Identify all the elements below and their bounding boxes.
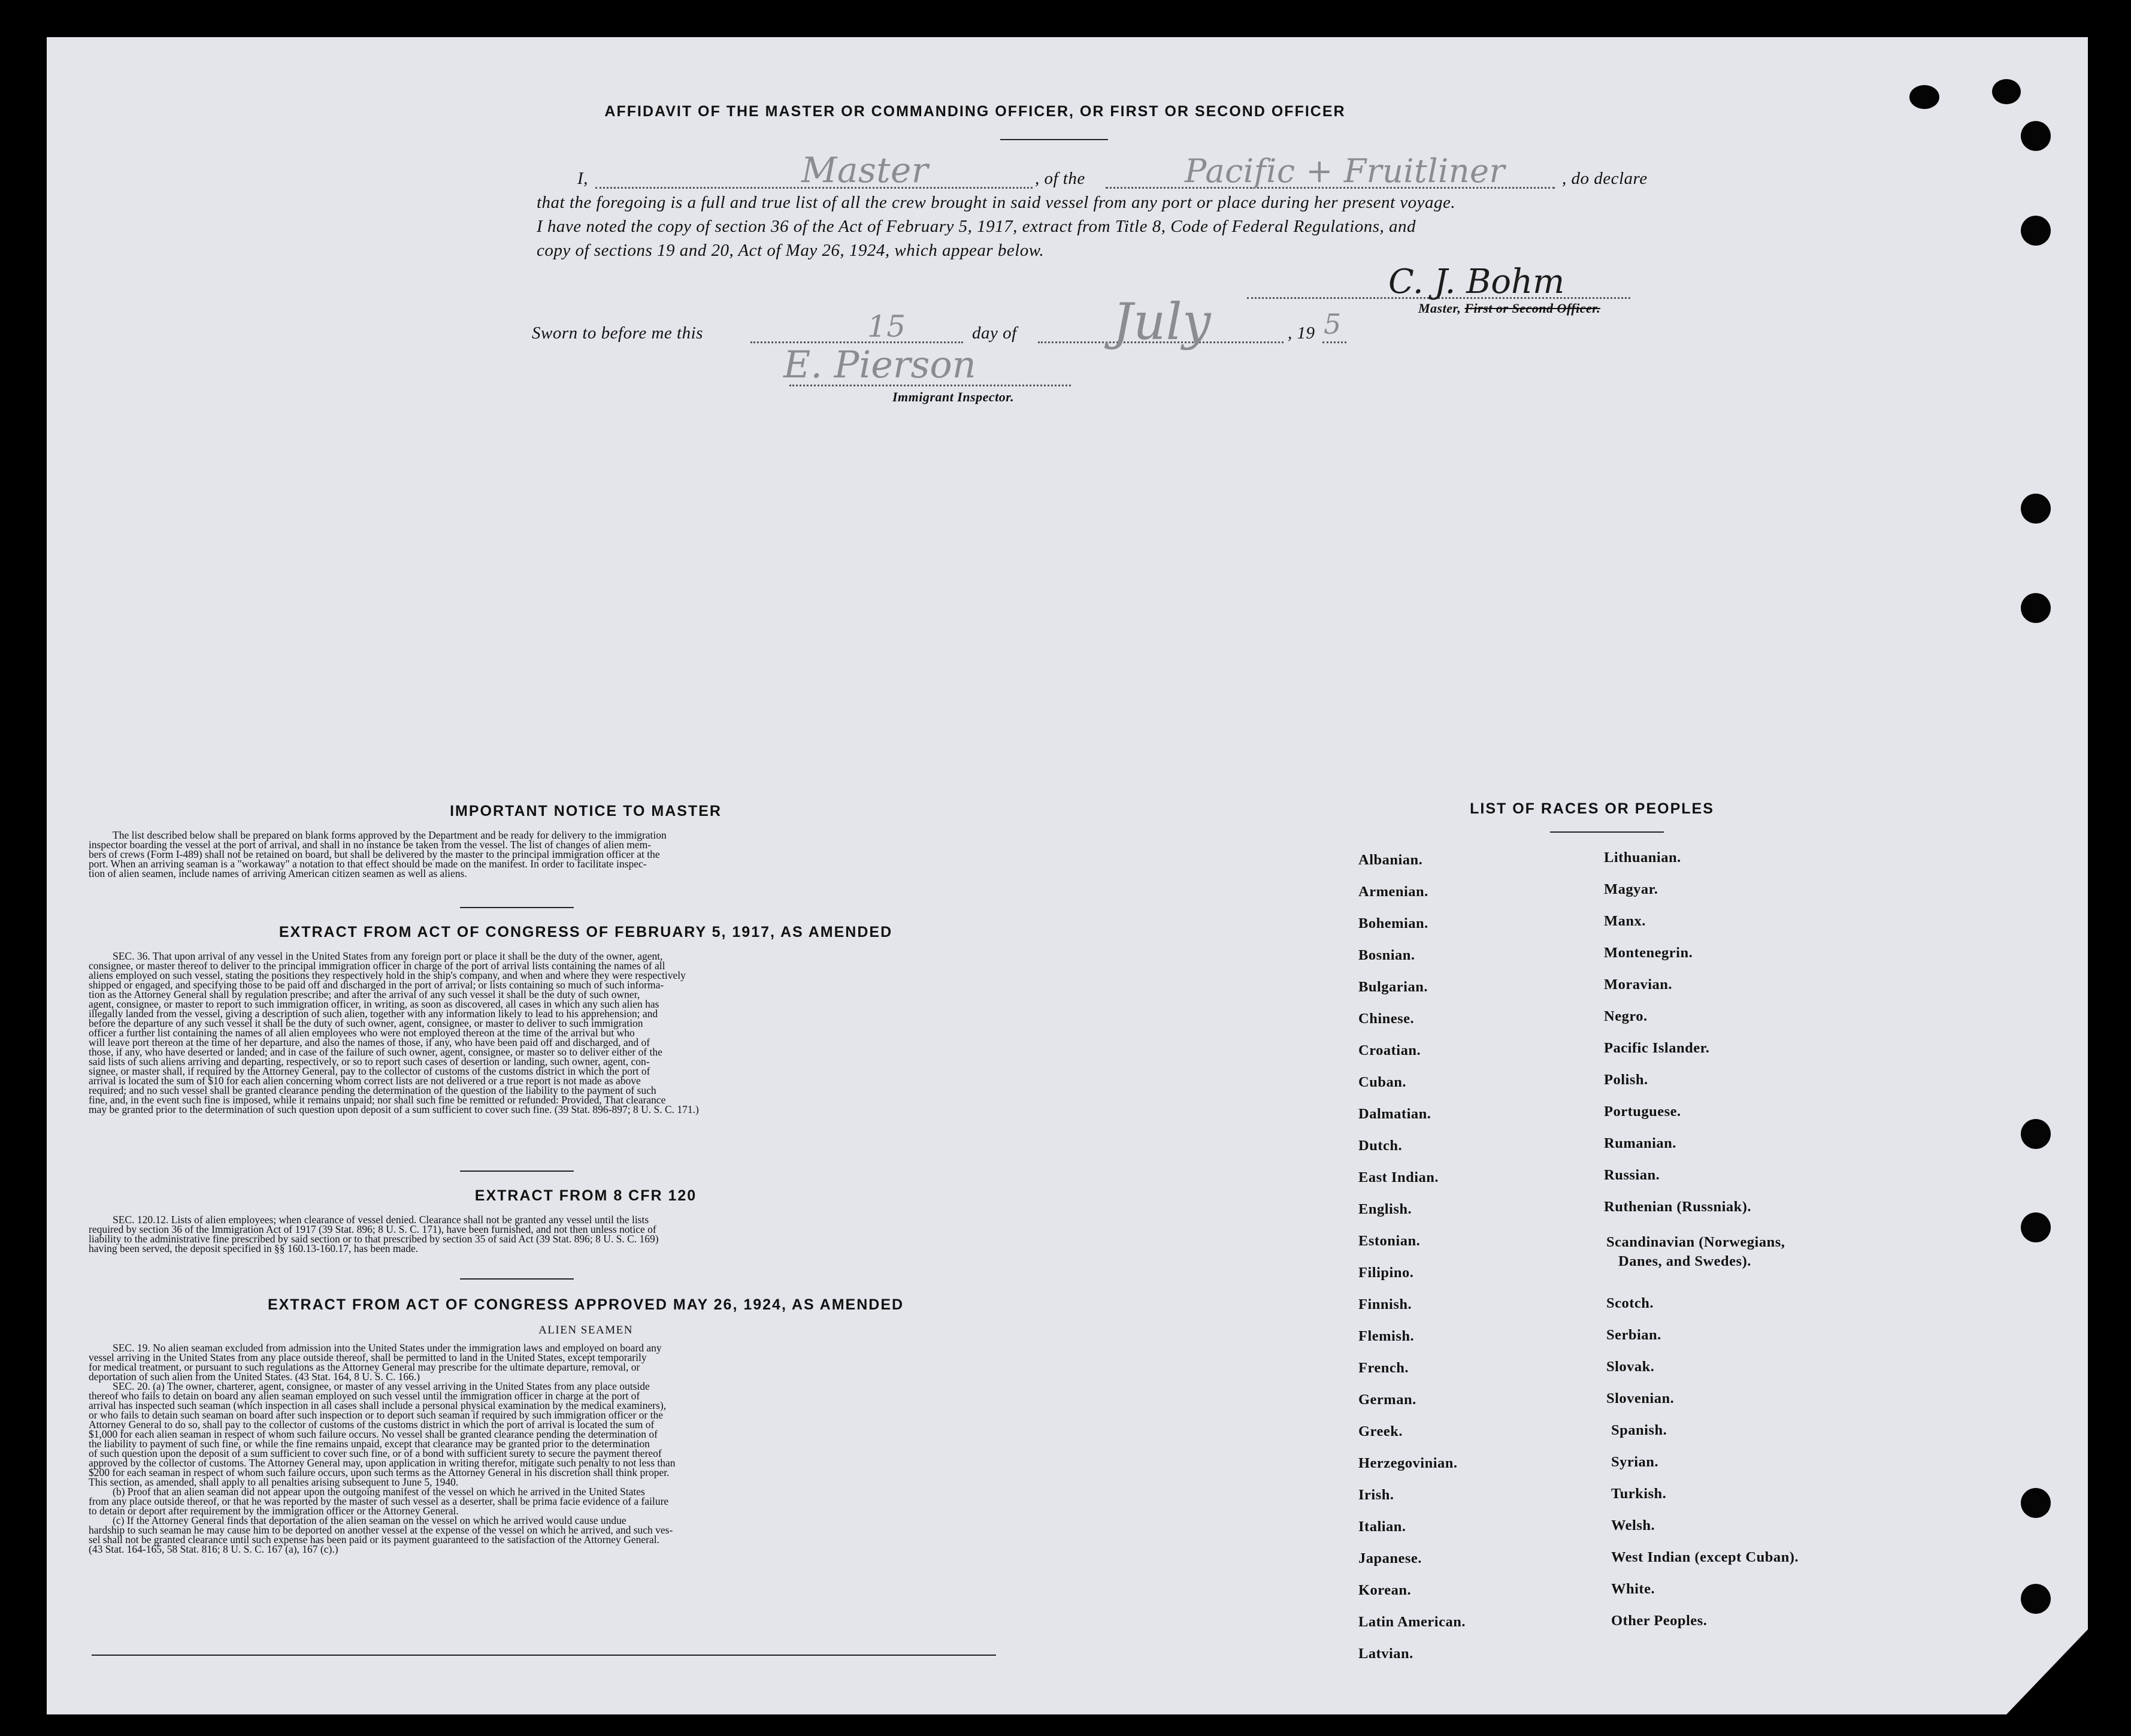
extract-1924-line: approved by the collector of customs. The Attorney General may, upon application in writing therefor, mitigate such penalty to not less than — [89, 1457, 676, 1469]
race-item: Flemish. — [1358, 1328, 1415, 1344]
race-item: Syrian. — [1611, 1454, 1659, 1470]
extract-cfr-line: having been served, the deposit specified in §§ 160.13-160.17, has been made. — [89, 1242, 419, 1254]
notice-body — [89, 830, 1041, 878]
master-caption: Master, — [1418, 301, 1461, 316]
race-item: Japanese. — [1358, 1550, 1422, 1566]
race-item: East Indian. — [1358, 1169, 1439, 1185]
race-item: Moravian. — [1604, 976, 1673, 993]
extract-1917-line: before the departure of any such vessel it shall be the duty of such owner, agent, consignee, or master to deliver to such immigration — [89, 1017, 643, 1029]
year-prefix: , 19 — [1288, 323, 1315, 343]
races-title-rule — [1550, 831, 1664, 833]
extract-1917-line: aliens employed on such vessel, stating the positions they respectively hold in the ship's company, and when and where they were respectively — [89, 969, 686, 981]
race-item: French. — [1358, 1360, 1409, 1376]
punch-hole — [1992, 79, 2021, 104]
race-item: Serbian. — [1606, 1327, 1661, 1343]
extract-1917-line: those, if any, who have deserted or landed; and in case of the failure of such owner, agent, consignee, or master so to deliver either of the — [89, 1046, 662, 1058]
extract-1917-line: required; and no such vessel shall be granted clearance pending the determination of the question of the liability to the payment of such — [89, 1084, 656, 1096]
race-item: Greek. — [1358, 1423, 1403, 1439]
punch-hole — [2021, 1584, 2051, 1614]
punch-hole — [2021, 1119, 2051, 1149]
extract-1917-line: consignee, or master thereof to deliver to the principal immigration officer in charge of the port of arrival lists containing the names of all — [89, 960, 665, 972]
extract-1924-line: $200 for each seaman in respect of whom such failure occurs, upon such terms as the Attorney General in his discretion shall think proper. — [89, 1466, 670, 1478]
extract-cfr-title: EXTRACT FROM 8 CFR 120 — [474, 1187, 697, 1204]
race-item: German. — [1358, 1392, 1416, 1408]
race-item: Lithuanian. — [1604, 849, 1681, 866]
extract-cfr-line: required by section 36 of the Immigration Act of 1917 (39 Stat. 896; 8 U. S. C. 171), have been furnished, and not then unless notice of — [89, 1223, 656, 1235]
extract-1924-line: or who fails to detain such seaman on board after such inspection or to deport such seaman if required by such immigration officer or the — [89, 1409, 663, 1421]
race-item: Dalmatian. — [1358, 1106, 1431, 1122]
affidavit-title: AFFIDAVIT OF THE MASTER OR COMMANDING OFFICER, OR FIRST OR SECOND OFFICER — [604, 103, 1346, 120]
race-item: Armenian. — [1358, 884, 1428, 900]
notice-line: tion of alien seamen, include names of arriving American citizen seamen as well as aliens. — [89, 867, 467, 879]
extract-1924-line: the liability to payment of such fine, or while the fine remains unpaid, except that clearance may be granted prior to the determination — [89, 1438, 650, 1450]
extract-1924-subtitle: ALIEN SEAMEN — [538, 1324, 633, 1336]
extract-1924-line: (43 Stat. 164-165, 58 Stat. 816; 8 U. S. C. 167 (a), 167 (c).) — [89, 1543, 338, 1555]
race-item: Bosnian. — [1358, 947, 1415, 963]
notice-title: IMPORTANT NOTICE TO MASTER — [450, 803, 722, 819]
extract-1917-line: said lists of such aliens arriving and departing, respectively, or so to report such cases of desertion or landing, such owner, agent, con- — [89, 1055, 650, 1067]
race-item: Montenegrin. — [1604, 945, 1693, 961]
race-item: Turkish. — [1611, 1486, 1667, 1502]
race-item: Finnish. — [1358, 1296, 1412, 1312]
day-of-label: day of — [972, 323, 1017, 343]
extract-1924-line: to detain or deport after requirement by the immigration officer or the Attorney General. — [89, 1505, 459, 1517]
section-divider — [460, 1171, 574, 1172]
extract-1924-title: EXTRACT FROM ACT OF CONGRESS APPROVED MAY 26, 1924, AS AMENDED — [267, 1296, 904, 1313]
sworn-year-handwriting: 5 — [1324, 308, 1342, 340]
race-item: Italian. — [1358, 1519, 1406, 1535]
race-item: Latin American. — [1358, 1614, 1466, 1630]
form-page — [47, 37, 2088, 1714]
extract-1917-line: shipped or engaged, and specifying those to be paid off and discharged in the port of arrival; or lists containing so much of such informa- — [89, 979, 664, 991]
race-item: Irish. — [1358, 1487, 1394, 1503]
notice-line: port. When an arriving seaman is a "workaway" a notation to that effect should be made on the manifest. In order to facilitate inspec- — [89, 858, 647, 870]
race-item: Russian. — [1604, 1167, 1660, 1183]
race-item: Latvian. — [1358, 1646, 1413, 1662]
vessel-name-handwriting: Pacific + Fruitliner — [1185, 152, 1505, 190]
punch-hole — [2021, 216, 2051, 246]
race-item: Scotch. — [1606, 1295, 1654, 1311]
affidavit-line-4: copy of sections 19 and 20, Act of May 26, 1924, which appear below. — [537, 241, 1045, 260]
notice-line: The list described below shall be prepared on blank forms approved by the Department and be ready for delivery to the immigration — [113, 829, 667, 841]
extract-1917-line: tion as the Attorney General shall by regulation prescribe; and after the arrival of any such vessel it shall be the duty of such owner, — [89, 988, 640, 1000]
race-item: Negro. — [1604, 1008, 1648, 1024]
race-item: Welsh. — [1611, 1517, 1655, 1534]
extract-1917-line: SEC. 36. That upon arrival of any vessel in the United States from any foreign port or place it shall be the duty of the owner, agent, — [113, 950, 663, 962]
extract-1917-line: illegally landed from the vessel, giving a description of such alien, together with any information likely to lead to his apprehension; and — [89, 1008, 658, 1020]
extract-1924-line: (c) If the Attorney General finds that deportation of the alien seaman on the vessel on which he arrived would cause undue — [113, 1514, 626, 1526]
affidavit-i-label: I, — [577, 169, 588, 188]
extract-cfr-line: SEC. 120.12. Lists of alien employees; when clearance of vessel denied. Clearance shall not be granted any vessel until the lists — [113, 1214, 649, 1226]
punch-hole — [2021, 121, 2051, 151]
race-item: Pacific Islander. — [1604, 1040, 1710, 1056]
race-item: Other Peoples. — [1611, 1613, 1708, 1629]
extract-cfr-body — [89, 1215, 1041, 1253]
race-item: Dutch. — [1358, 1138, 1403, 1154]
race-item: West Indian (except Cuban). — [1611, 1549, 1799, 1565]
affidavit-of-the-label: , of the — [1035, 169, 1085, 188]
master-name-handwriting: Master — [801, 150, 929, 190]
master-caption-row — [1418, 301, 1600, 316]
punch-hole — [1909, 85, 1939, 109]
notice-line: bers of crews (Form I-489) shall not be retained on board, but shall be delivered by the master to the principal immigration officer at the — [89, 848, 660, 860]
race-item: White. — [1611, 1581, 1655, 1597]
extract-1924-line: of such question upon the deposit of a sum sufficient to cover such fine, or of a bond with sufficient surety to secure the payment thereof — [89, 1447, 662, 1459]
extract-1917-line: officer a further list containing the names of all alien employees who were not employed thereon at the time of the arrival but who — [89, 1027, 635, 1039]
race-item: Slovenian. — [1606, 1390, 1675, 1407]
extract-cfr-line: liability to the administrative fine prescribed by said section or to that prescribed by section 35 of said Act (39 Stat. 896; 8 U. S. C. 169) — [89, 1233, 659, 1245]
extract-1924-line: deportation of such alien from the United States. (43 Stat. 164, 8 U. S. C. 166.) — [89, 1371, 420, 1383]
sworn-month-handwriting: July — [1113, 292, 1212, 351]
extract-1924-line: hardship to such seaman he may cause him to be deported on another vessel at the expense of the vessel on which he arrived, and such ves- — [89, 1524, 673, 1536]
sworn-day-handwriting: 15 — [867, 309, 906, 344]
race-item: Bulgarian. — [1358, 979, 1428, 995]
extract-1924-line: for medical treatment, or pursuant to such regulations as the Attorney General may prescribe for the ultimate departure, removal, or — [89, 1361, 640, 1373]
race-item: Slovak. — [1606, 1359, 1655, 1375]
race-item: Manx. — [1604, 913, 1646, 929]
affidavit-line-1 — [532, 150, 1688, 193]
race-item: Polish. — [1604, 1072, 1648, 1088]
master-signature: C. J. Bohm — [1388, 262, 1565, 301]
notice-line: inspector boarding the vessel at the port of arrival, and shall in no instance be taken from the vessel. The list of changes of alien mem- — [89, 839, 652, 851]
extract-1917-line: arrival is located the sum of $10 for each alien concerning whom correct lists are not delivered or a true report is not made as above — [89, 1075, 641, 1087]
affidavit-title-rule — [1000, 139, 1108, 140]
race-item: Danes, and Swedes). — [1618, 1253, 1751, 1269]
sworn-year-dotted-line — [1322, 341, 1346, 343]
extract-1924-body — [89, 1343, 1041, 1554]
extract-1924-line: SEC. 19. No alien seaman excluded from admission into the United States under the immigration laws and employed on board any — [113, 1342, 662, 1354]
extract-1924-line: $1,000 for each alien seaman in respect of whom such failure occurs. No vessel shall be granted clearance pending the determination of — [89, 1428, 658, 1440]
extract-1924-line: from any place outside thereof, or that he was reported by the master of such vessel as a deserter, shall be prima facie evidence of a failure — [89, 1495, 669, 1507]
race-item: Spanish. — [1611, 1422, 1667, 1438]
extract-1924-line: arrival has inspected such seaman (which inspection in all cases shall include a personal physical examination by the medical examiners), — [89, 1399, 667, 1411]
extract-1924-line: (b) Proof that an alien seaman did not appear upon the outgoing manifest of the vessel on which he arrived in the United States — [113, 1486, 645, 1498]
affidavit-do-declare-label: , do declare — [1562, 169, 1648, 188]
sworn-prefix: Sworn to before me this — [532, 323, 703, 343]
race-item: Ruthenian (Russniak). — [1604, 1199, 1752, 1215]
race-item: Cuban. — [1358, 1074, 1406, 1090]
section-divider — [460, 1278, 574, 1280]
extract-1917-line: fine, and, in the event such fine is imposed, while it remains unpaid; nor shall such fine be remitted or refunded: Provided, That clearance — [89, 1094, 666, 1106]
extract-1924-line: This section, as amended, shall apply to all penalties arising subsequent to June 5, 1940. — [89, 1476, 459, 1488]
inspector-signature: E. Pierson — [783, 343, 976, 386]
punch-hole — [2021, 1488, 2051, 1518]
race-item: Filipino. — [1358, 1265, 1414, 1281]
extract-1924-line: Attorney General to do so, shall pay to the collector of customs of the customs district in which the port of arrival is located the sum of — [89, 1419, 655, 1430]
extract-1924-line: thereof who fails to detain on board any alien seaman employed on such vessel until the immigration officer in charge at the port of — [89, 1390, 640, 1402]
sworn-row — [532, 292, 1430, 351]
punch-hole — [2021, 1212, 2051, 1242]
races-title: LIST OF RACES OR PEOPLES — [1470, 800, 1714, 817]
race-item: Bohemian. — [1358, 915, 1428, 931]
affidavit-line-2: that the foregoing is a full and true list of all the crew brought in said vessel from any port or place during her present voyage. — [537, 193, 1456, 212]
race-item: Scandinavian (Norwegians, — [1606, 1234, 1785, 1250]
extract-1917-title: EXTRACT FROM ACT OF CONGRESS OF FEBRUARY 5, 1917, AS AMENDED — [279, 924, 893, 940]
race-item: Herzegovinian. — [1358, 1455, 1458, 1471]
struck-officer-caption: First or Second Officer. — [1464, 301, 1601, 316]
extract-1924-line: sel shall not be granted clearance until such expense has been paid or its payment guaranteed to the satisfaction of the Attorney General. — [89, 1534, 659, 1546]
race-item: Magyar. — [1604, 881, 1658, 897]
extract-1917-line: may be granted prior to the determination of such question upon deposit of a sum sufficient to cover such fine. (39 Stat. 896-897; 8 U. S. C. 171.) — [89, 1103, 699, 1115]
race-item: Chinese. — [1358, 1011, 1415, 1027]
race-item: Korean. — [1358, 1582, 1412, 1598]
bottom-rule — [92, 1655, 996, 1656]
affidavit-line-3: I have noted the copy of section 36 of the Act of February 5, 1917, extract from Title 8, Code of Federal Regulations, and — [537, 217, 1416, 236]
cut-corner — [2006, 1629, 2131, 1736]
extract-1917-line: agent, consignee, or master to report to such immigration officer, in writing, as soon as discovered, all cases in which any such alien has — [89, 998, 659, 1010]
race-item: English. — [1358, 1201, 1412, 1217]
race-item: Croatian. — [1358, 1042, 1421, 1058]
extract-1924-line: vessel arriving in the United States from any place outside thereof, shall be permitted to land in the United States, except temporarily — [89, 1351, 647, 1363]
extract-1917-body — [89, 951, 1041, 1114]
race-item: Rumanian. — [1604, 1135, 1676, 1151]
punch-hole — [2021, 494, 2051, 524]
extract-1924-line: SEC. 20. (a) The owner, charterer, agent, consignee, or master of any vessel arriving in the United States from any place outside — [113, 1380, 650, 1392]
race-item: Albanian. — [1358, 852, 1423, 868]
extract-1917-line: will leave port thereon at the time of her departure, and also the names of those, if any, who have been paid off and discharged, and of — [89, 1036, 650, 1048]
inspector-caption: Immigrant Inspector. — [892, 389, 1015, 404]
section-divider — [460, 907, 574, 908]
race-item: Estonian. — [1358, 1233, 1421, 1249]
race-item: Portuguese. — [1604, 1103, 1681, 1120]
extract-1917-line: signee, or master shall, if required by the Attorney General, pay to the collector of customs of the customs district in which the port of — [89, 1065, 650, 1077]
punch-hole — [2021, 593, 2051, 623]
